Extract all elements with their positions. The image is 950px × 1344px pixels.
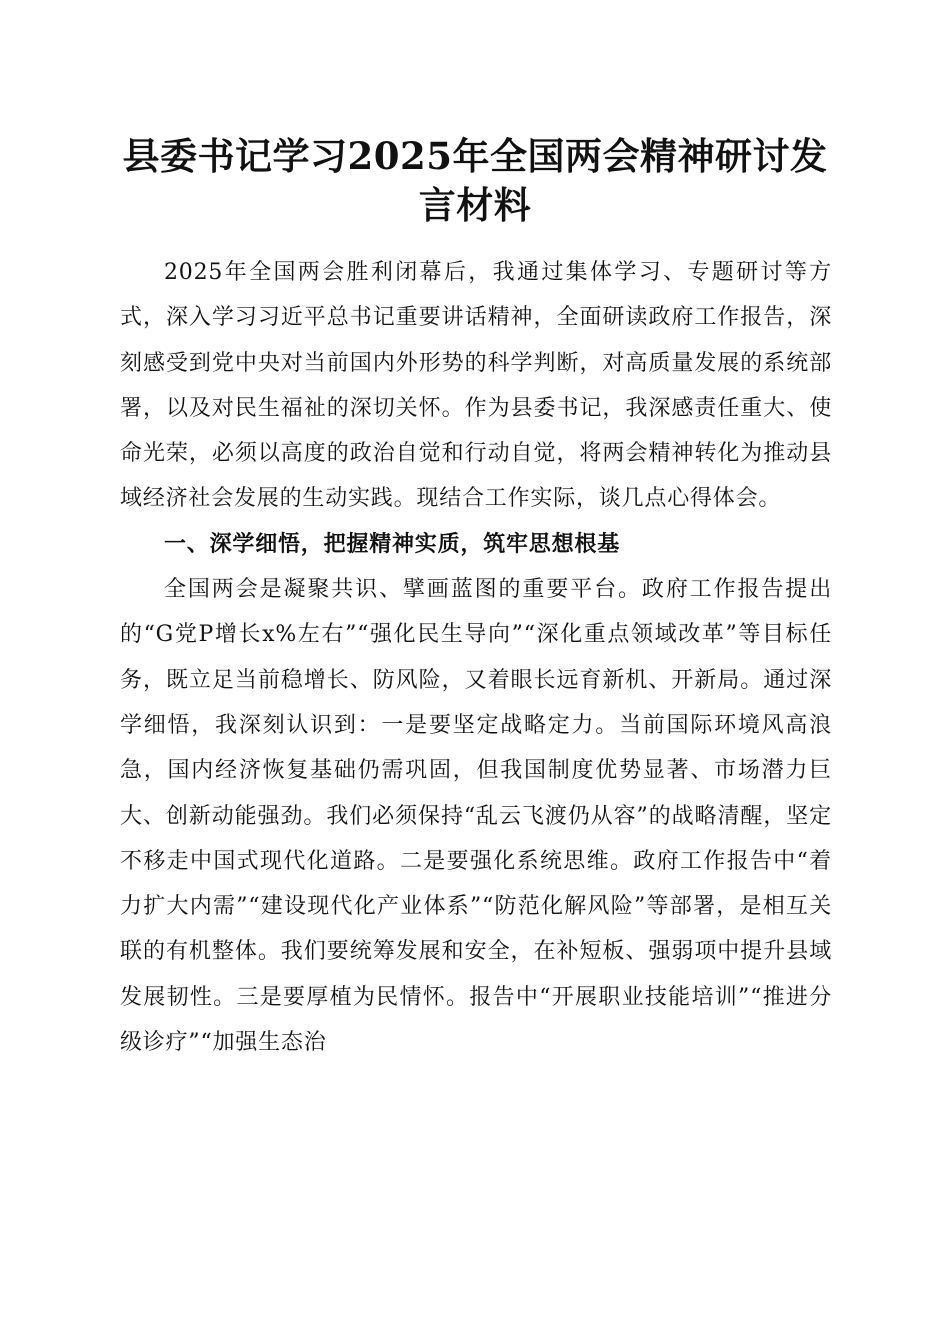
- document-title: 县委书记学习2025年全国两会精神研讨发言材料: [122, 134, 828, 227]
- section-paragraph-1: 全国两会是凝聚共识、擘画蓝图的重要平台。政府工作报告提出的“G党P增长x%左右”“强化民生导向”“深化重点领域改革”等目标任务，既立足当前稳增长、防风险，又着眼长远育新机、开新局。通过深学细悟，我深刻认识到：一是要坚定战略定力。当前国际环境风高浪急，国内经济恢复基础仍需巩固，但我国制度优势显著、市场潜力巨大、创新动能强劲。我们必须保持“乱云飞渡仍从容”的战略清醒，坚定不移走中国式现代化道路。二是要强化系统思维。政府工作报告中“着力扩大内需”“建设现代化产业体系”“防范化解风险”等部署，是相互关联的有机整体。我们要统筹发展和安全，在补短板、强弱项中提升县域发展韧性。三是要厚植为民情怀。报告中“开展职业技能培训”“推进分级诊疗”“加强生态治: [120, 577, 832, 1056]
- section-heading-1: 一、深学细悟，把握精神实质，筑牢思想根基: [164, 531, 621, 557]
- document-body: [120, 250, 832, 1065]
- intro-paragraph: 2025年全国两会胜利闭幕后，我通过集体学习、专题研讨等方式，深入学习习近平总书记重要讲话精神，全面研读政府工作报告，深刻感受到党中央对当前国内外形势的科学判断，对高质量发展的系统部署，以及对民生福祉的深切关怀。作为县委书记，我深感责任重大、使命光荣，必须以高度的政治自觉和行动自觉，将两会精神转化为推动县域经济社会发展的生动实践。现结合工作实际，谈几点心得体会。: [120, 260, 832, 512]
